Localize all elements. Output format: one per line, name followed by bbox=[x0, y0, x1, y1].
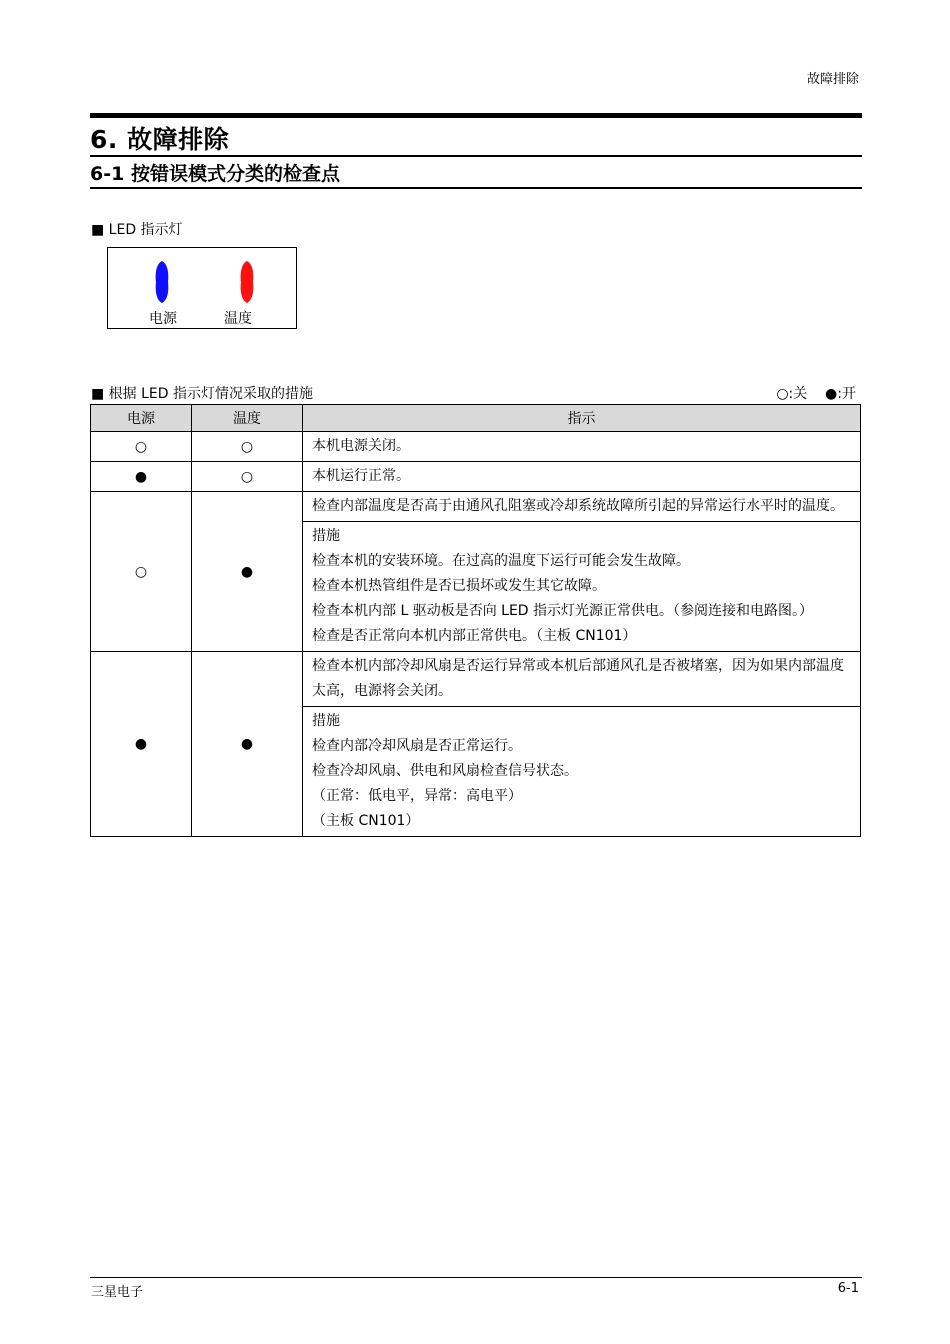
measure-item: 检查冷却风扇、供电和风扇检查信号状态。 bbox=[312, 763, 578, 779]
indication-text: 本机电源关闭。 bbox=[312, 438, 410, 454]
power-state: ○ bbox=[91, 432, 192, 462]
indication-cell bbox=[303, 492, 861, 522]
measure-item: 检查本机的安装环境。在过高的温度下运行可能会发生故障。 bbox=[312, 553, 690, 569]
section-title: 6-1 按错误模式分类的检查点 bbox=[90, 163, 340, 185]
indication-cell bbox=[303, 652, 861, 707]
diagnostic-table bbox=[90, 404, 861, 837]
table-header-row bbox=[91, 405, 861, 432]
table-row bbox=[91, 492, 861, 522]
running-header: 故障排除 bbox=[806, 72, 859, 87]
indication-cell bbox=[303, 462, 861, 492]
divider-rule bbox=[90, 155, 862, 157]
page-number: 6-1 bbox=[837, 1281, 859, 1296]
power-state: ● bbox=[91, 652, 192, 837]
section-rule bbox=[90, 187, 862, 189]
actions-heading: ■ 根据 LED 指示灯情况采取的措施 bbox=[91, 386, 314, 402]
indication-text: 本机运行正常。 bbox=[312, 468, 410, 484]
chapter-title: 6. 故障排除 bbox=[90, 125, 230, 154]
led-indicator-panel bbox=[107, 247, 297, 329]
measure-item: 检查本机内部 L 驱动板是否向 LED 指示灯光源正常供电。（参阅连接和电路图。） bbox=[312, 603, 814, 619]
measure-item: （主板 CN101） bbox=[312, 813, 420, 829]
temperature-state: ○ bbox=[192, 462, 303, 492]
indication-text: 检查本机内部冷却风扇是否运行异常或本机后部通风孔是否被堵塞，因为如果内部温度太高，电源将会关闭。 bbox=[312, 658, 844, 699]
column-header-indication: 指示 bbox=[303, 405, 861, 432]
table-row bbox=[91, 652, 861, 707]
temperature-state: ○ bbox=[192, 432, 303, 462]
power-led-icon bbox=[153, 260, 171, 304]
temperature-led-icon bbox=[238, 260, 256, 304]
measures-cell bbox=[303, 522, 861, 652]
measures-heading: 措施 bbox=[312, 528, 340, 544]
table-row bbox=[91, 432, 861, 462]
column-header-temperature: 温度 bbox=[192, 405, 303, 432]
indication-cell bbox=[303, 432, 861, 462]
power-led-label: 电源 bbox=[149, 311, 177, 327]
table-row bbox=[91, 462, 861, 492]
column-header-power: 电源 bbox=[91, 405, 192, 432]
legend: ○:关 ●:开 bbox=[776, 386, 856, 402]
measures-cell bbox=[303, 707, 861, 837]
measure-item: （正常：低电平，异常：高电平） bbox=[312, 788, 522, 804]
measure-item: 检查本机热管组件是否已损坏或发生其它故障。 bbox=[312, 578, 606, 594]
power-state: ○ bbox=[91, 492, 192, 652]
title-rule bbox=[90, 113, 862, 118]
temperature-state: ● bbox=[192, 652, 303, 837]
measure-item: 检查内部冷却风扇是否正常运行。 bbox=[312, 738, 522, 754]
footer-rule bbox=[90, 1277, 862, 1278]
indication-text: 检查内部温度是否高于由通风孔阻塞或冷却系统故障所引起的异常运行水平时的温度。 bbox=[312, 498, 844, 514]
temperature-state: ● bbox=[192, 492, 303, 652]
temperature-led-label: 温度 bbox=[224, 311, 252, 327]
led-heading: ■ LED 指示灯 bbox=[91, 222, 183, 238]
power-state: ● bbox=[91, 462, 192, 492]
measures-heading: 措施 bbox=[312, 713, 340, 729]
measure-item: 检查是否正常向本机内部正常供电。（主板 CN101） bbox=[312, 628, 637, 644]
footer-company: 三星电子 bbox=[91, 1285, 144, 1300]
